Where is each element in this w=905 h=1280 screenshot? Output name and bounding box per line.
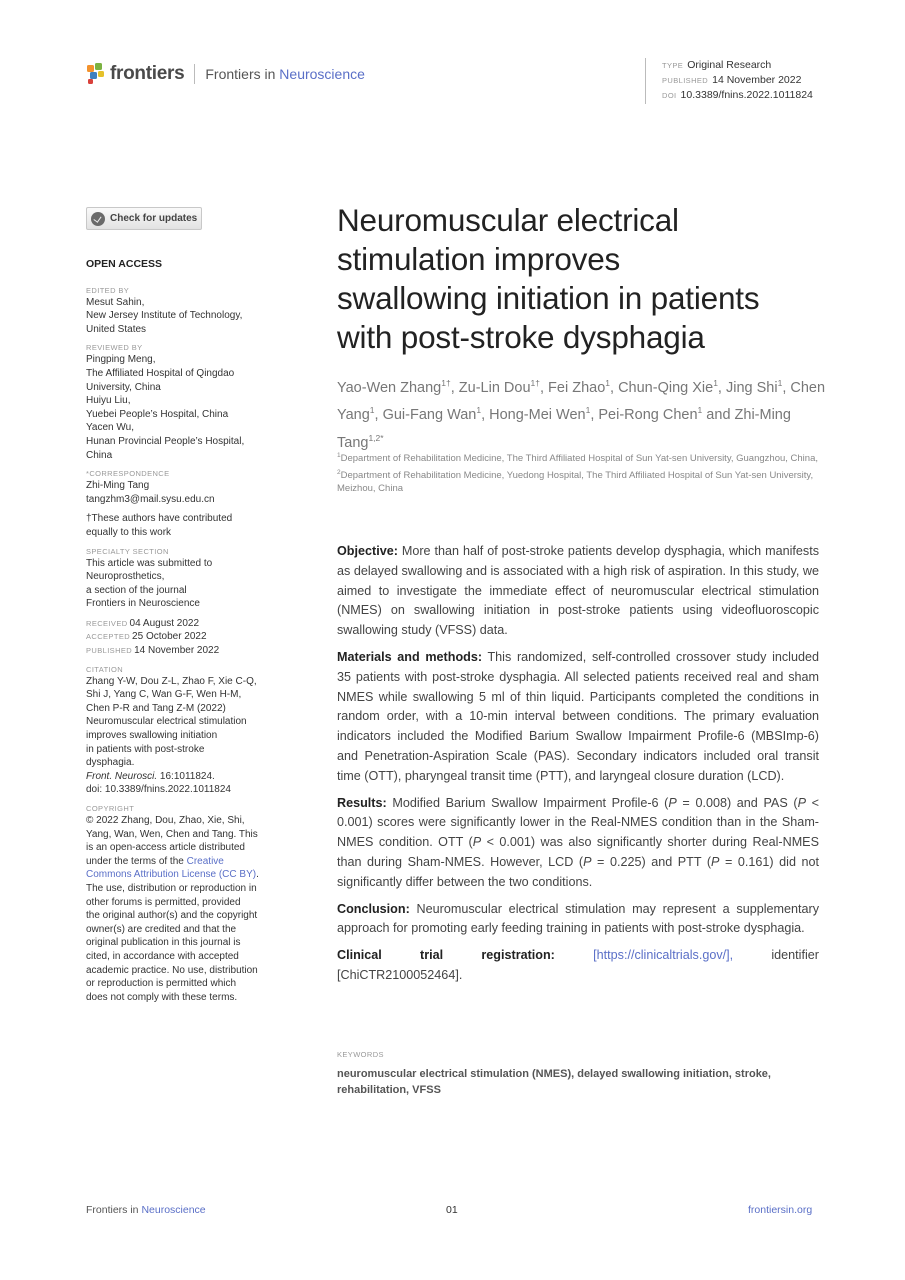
doi-value[interactable]: 10.3389/fnins.2022.1011824 (680, 89, 813, 101)
citation-label: CITATION (86, 664, 124, 674)
abstract-conclusion (337, 900, 819, 940)
author-name[interactable]: Yao-Wen Zhang (337, 379, 442, 396)
citation-text: Zhang Y-W, Dou Z-L, Zhao F, Xie C-Q, Shi J, Yang C, Wan G-F, Wen H-M, Chen P-R and Tang Z-M (2022) Neuromuscular electrical stimulation improves swallowing initiation in patients with post-stroke dysphagia. (86, 675, 257, 769)
edited-by-label: EDITED BY (86, 285, 130, 295)
author-name[interactable]: Hong-Mei Wen (489, 407, 586, 424)
frontiers-logo-icon (86, 63, 106, 85)
results-text-c: < 0.001) scores were significantly lower in the Real-NMES condition than in the Sham-NMES condition. OTT ( (337, 795, 820, 850)
conclusion-text: Neuromuscular electrical stimulation may represent a supplementary approach for promoting early feeding training in patients with post-stroke dysphagia. (337, 901, 819, 936)
conclusion-label: Conclusion: (337, 901, 410, 916)
author-affiliation-mark: 1† (441, 378, 451, 388)
keywords: neuromuscular electrical stimulation (NMES), delayed swallowing initiation, stroke, rehabilitation, VFSS (337, 1068, 771, 1096)
accepted-value: 25 October 2022 (132, 631, 207, 643)
results-text-e: = 0.225) and PTT ( (591, 854, 712, 869)
author-separator: , (717, 379, 726, 396)
published-label: PUBLISHED (662, 76, 709, 85)
methods-label: Materials and methods: (337, 649, 483, 664)
p-symbol: P (711, 854, 720, 869)
author-name[interactable]: Jing Shi (725, 379, 778, 396)
author-name[interactable]: Zhi-Ming Tang (337, 407, 791, 451)
objective-label: Objective: (337, 544, 398, 558)
copyright-label: COPYRIGHT (86, 804, 135, 813)
author-name[interactable]: Zu-Lin Dou (458, 379, 531, 396)
check-updates-label: Check for updates (110, 213, 198, 224)
author-affiliation-mark: 1† (530, 378, 540, 388)
results-text-d: < 0.001) was also significantly shorter during Real-NMES than during Sham-NMES. However, LCD ( (337, 835, 819, 869)
author-separator: , (610, 379, 619, 396)
author-list (337, 372, 827, 454)
author-affiliation-mark: 1,2* (368, 432, 384, 443)
author-affiliation-mark: 1 (369, 405, 375, 416)
abstract-results (337, 794, 819, 893)
published-value-side: 14 November 2022 (134, 645, 220, 657)
affiliation-mark: 2 (337, 468, 341, 476)
affiliation-text: Department of Rehabilitation Medicine, Yuedong Hospital, The Third Affiliated Hospital of Sun Yat-sen University, Meizhou, China (337, 469, 814, 495)
results-label: Results: (337, 795, 387, 810)
equal-contribution-note: †These authors have contributed equally to this work (86, 513, 233, 538)
p-symbol: P (668, 795, 677, 810)
footer-journal (86, 1204, 206, 1216)
logo-divider (194, 64, 195, 84)
reviewed-by-label: REVIEWED BY (86, 343, 143, 353)
author-affiliation-mark: 1 (585, 405, 591, 416)
clinicaltrials-link[interactable]: [https://clinicaltrials.gov/], (593, 948, 734, 963)
accepted-label: ACCEPTED (86, 632, 131, 642)
journal-name (205, 66, 365, 82)
abstract-methods (337, 648, 819, 787)
published-value: 14 November 2022 (712, 74, 802, 86)
received-label: RECEIVED (86, 618, 128, 628)
specialty-section: This article was submitted to Neuroprosthetics, a section of the journal Frontiers in Neuroscience (86, 557, 213, 610)
abstract (337, 542, 819, 986)
citation-journal: Front. Neurosci. (86, 770, 158, 782)
type-value: Original Research (687, 59, 772, 71)
page-number: 01 (446, 1204, 458, 1216)
received-date (86, 617, 281, 631)
citation-journal-line (86, 770, 281, 784)
specialty-section-label: SPECIALTY SECTION (86, 546, 169, 556)
author-affiliation-mark: 1 (713, 378, 718, 388)
author-affiliation-mark: 1 (476, 405, 482, 416)
author-separator: , (782, 379, 791, 396)
brand-name: frontiers (110, 63, 185, 84)
copyright-post: . The use, distribution or reproduction in other forums is permitted, provided the original author(s) and the copyright owner(s) are credited and that the original publication in this journal is cited, in accordance with accepted academic practice. No use, distribution or reproduction is permitted which does not comply with these terms. (86, 869, 259, 1003)
copyright-pre: © 2022 Zhang, Dou, Zhao, Xie, Shi, Yang, Wan, Wen, Chen and Tang. This is an open-access article distributed under the terms of the (86, 815, 258, 867)
check-for-updates-button[interactable] (86, 207, 202, 230)
ctr-identifier-label: identifier (771, 948, 819, 963)
clinical-trial-registration (337, 946, 819, 966)
author-separator: , (450, 379, 459, 396)
citation-volume: 16:1011824. (157, 770, 215, 782)
type-label: TYPE (662, 61, 684, 70)
affiliations (337, 449, 827, 496)
author-separator: and (702, 407, 735, 424)
author-affiliation-mark: 1 (605, 378, 611, 388)
reviewed-by: Pingping Meng, The Affiliated Hospital of Qingdao University, China Huiyu Liu, Yuebei People’s Hospital, China Yacen Wu, Hunan Provincial People’s Hospital, China (86, 354, 245, 461)
cc-by-license-link[interactable]: Creative Commons Attribution License (CC BY) (86, 855, 257, 881)
article-dates (86, 617, 281, 658)
author-name[interactable]: Pei-Rong Chen (598, 407, 698, 424)
edited-by: Mesut Sahin, New Jersey Institute of Technology, United States (86, 296, 243, 335)
abstract-objective (337, 542, 819, 641)
author-separator: , (590, 407, 599, 424)
footer-site-link[interactable]: frontiersin.org (748, 1204, 813, 1216)
ctr-word-1: Clinical (337, 948, 382, 963)
journal-title: Neuroscience (279, 66, 365, 82)
footer-journal-prefix: Frontiers in (86, 1204, 139, 1216)
article-sidebar (86, 258, 281, 1004)
author-affiliation-mark: 1 (777, 378, 783, 388)
results-text-f: = 0.161) did not significantly differ between the two conditions. (337, 854, 819, 889)
author-affiliation-mark: 1 (697, 405, 703, 416)
p-symbol: P (797, 795, 806, 810)
received-value: 04 August 2022 (129, 617, 200, 629)
published-label-side: PUBLISHED (86, 646, 133, 656)
author-name[interactable]: Gui-Fang Wan (382, 407, 477, 424)
ctr-word-2: trial (420, 948, 444, 963)
article-type (662, 58, 813, 73)
doi-label: DOI (662, 91, 677, 100)
p-symbol: P (583, 854, 592, 869)
check-updates-icon (91, 212, 105, 226)
author-separator: , (539, 379, 549, 396)
ctr-id: [ChiCTR2100052464]. (337, 967, 463, 982)
keywords-label: KEYWORDS (337, 1050, 384, 1059)
author-name[interactable]: Chen Yang (337, 379, 826, 424)
affiliation-mark: 1 (337, 452, 341, 459)
correspondence-label: *CORRESPONDENCE (86, 469, 170, 479)
open-access-label: OPEN ACCESS (86, 258, 163, 270)
ctr-url (593, 946, 733, 966)
results-text-a: Modified Barium Swallow Impairment Profile-6 ( (386, 795, 669, 810)
results-text-b: = 0.008) and PAS ( (676, 795, 798, 810)
published-date (86, 644, 281, 658)
citation-doi: doi: 10.3389/fnins.2022.1011824 (86, 784, 231, 796)
author-separator: , (481, 407, 490, 424)
journal-prefix: Frontiers in (205, 66, 276, 82)
article-published (662, 73, 813, 88)
article-title: Neuromuscular electrical stimulation improves swallowing initiation in patients with post-stroke dysphagia (337, 202, 760, 355)
author-name[interactable]: Fei Zhao (548, 379, 606, 396)
methods-text: This randomized, self-controlled crossover study included 35 patients with post-stroke dysphagia. All selected patients received real and sham NMES while swallowing 5 ml of thin liquid. Participants completed the conditions in random order, with a 10-min interval between conditions. The primary evaluation indicators included the Modified Barium Swallow Impairment Profile-6 (MBSImp-6) and Penetration-Aspiration Scale (PAS). Secondary indicators included oral transit time (OTT), pharyngeal transit time (PTT), and laryngeal closure duration (LCD). (337, 649, 819, 783)
author-separator: , (374, 407, 383, 424)
footer-journal-name[interactable]: Neuroscience (141, 1204, 206, 1216)
objective-text: More than half of post-stroke patients develop dysphagia, which manifests as delayed swallowing and is associated with a high risk of aspiration. In this study, we aimed to investigate the immediate effect of neuromuscular electrical stimulation (NMES) on swallowing initiation in post-stroke patients using videofluoroscopic swallowing study (VFSS) data. (337, 544, 819, 638)
p-symbol: P (472, 835, 482, 850)
ctr-word-3: registration: (481, 948, 555, 963)
article-meta-box (645, 58, 813, 104)
correspondence[interactable]: Zhi-Ming Tang tangzhm3@mail.sysu.edu.cn (86, 480, 215, 505)
article-doi (662, 88, 813, 103)
affiliation-text: Department of Rehabilitation Medicine, The Third Affiliated Hospital of Sun Yat-sen University, Guangzhou, China, (340, 453, 818, 465)
frontiers-logo[interactable] (86, 63, 365, 85)
author-name[interactable]: Chun-Qing Xie (618, 379, 714, 396)
copyright-text (86, 814, 281, 1004)
accepted-date (86, 630, 281, 644)
